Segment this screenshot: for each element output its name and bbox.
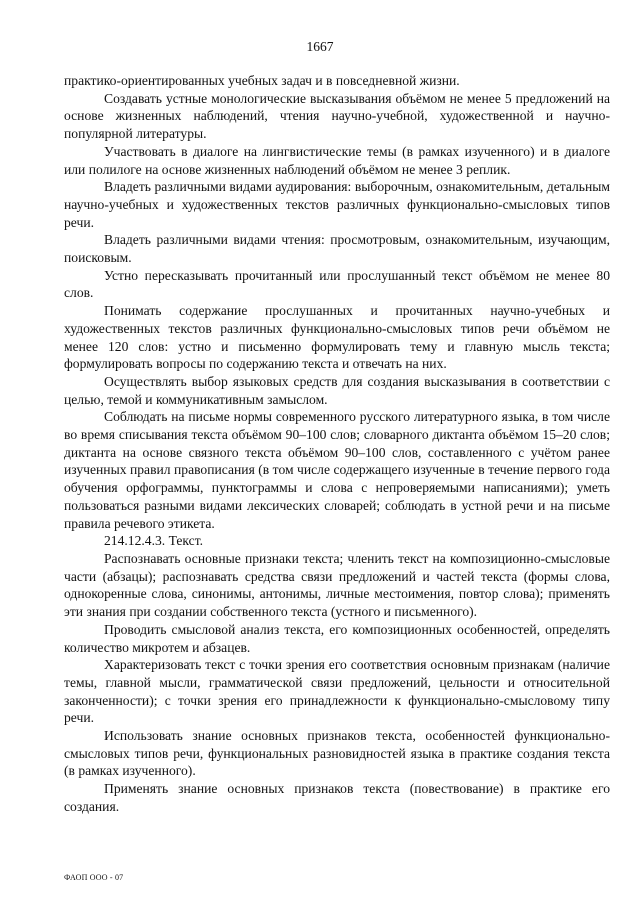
paragraph-characterize-text: Характеризовать текст с точки зрения его соответствия основным признакам (наличие темы, главной мысли, грамматической связи предложений, цельности и относительной законченности); с точки зрения его принадлежности к функционально-смысловому типу речи. bbox=[64, 657, 610, 726]
paragraph-language-means: Осуществлять выбор языковых средств для создания высказывания в соответствии с целью, темой и коммуникативным замыслом. bbox=[64, 373, 610, 407]
paragraph-use-knowledge: Использовать знание основных признаков текста, особенностей функционально-смысловых типов речи, функциональных разновидностей языка в практике создания текста (в рамках изученного). bbox=[64, 728, 610, 779]
paragraph-apply-knowledge: Применять знание основных признаков текста (повествование) в практике его создания. bbox=[64, 781, 610, 814]
paragraph-dialogue: Участвовать в диалоге на лингвистические темы (в рамках изученного) и в диалоге или полилоге на основе жизненных наблюдений объёмом не менее 3 реплик. bbox=[64, 143, 610, 177]
footer-label: ФАОП ООО - 07 bbox=[64, 873, 124, 882]
paragraph-continuation: практико-ориентированных учебных задач и в повседневной жизни. bbox=[64, 73, 460, 88]
paragraph-retelling: Устно пересказывать прочитанный или прослушанный текст объёмом не менее 80 слов. bbox=[64, 267, 610, 301]
paragraph-text-features: Распознавать основные признаки текста; членить текст на композиционно-смысловые части (абзацы); распознавать средства связи предложений и частей текста (формы слова, однокоренные слова, синонимы, антонимы, личные местоимения, повтор слова); применять эти знания при создании собственного текста (устного и письменного). bbox=[64, 550, 610, 620]
section-heading: 214.12.4.3. Текст. bbox=[104, 533, 204, 549]
document-body bbox=[64, 72, 610, 816]
page-number: 1667 bbox=[306, 39, 334, 54]
paragraph-monologue: Создавать устные монологические высказывания объёмом не менее 5 предложений на основе жизненных наблюдений, чтения научно-учебной, художественной и научно-популярной литературы. bbox=[64, 90, 610, 142]
paragraph-listening: Владеть различными видами аудирования: выборочным, ознакомительным, детальным научно-учебных и художественных текстов различных функционально-смысловых типов речи. bbox=[64, 179, 610, 230]
paragraph-writing-norms: Соблюдать на письме нормы современного русского литературного языка, в том числе во время списывания текста объёмом 90–100 слов; словарного диктанта объёмом 15–20 слов; диктанта на основе связного текста объёмом 90–100 слов, составленного с учётом ранее изученных правил правописания (в том числе содержащего изученные в течение первого года обучения орфограммы, пунктограммы и слова с непроверяемыми написаниями); уметь пользоваться разными видами лексических словарей; соблюдать в устной речи и на письме правила речевого этикета. bbox=[64, 409, 610, 531]
paragraph-understanding: Понимать содержание прослушанных и прочитанных научно-учебных и художественных текстов различных функционально-смысловых типов речи объёмом не менее 120 слов: устно и письменно формулировать тему и главную мысль текста; формулировать вопросы по содержанию текста и отвечать на них. bbox=[64, 303, 610, 372]
paragraph-reading: Владеть различными видами чтения: просмотровым, ознакомительным, изучающим, поисковым. bbox=[64, 232, 610, 266]
paragraph-semantic-analysis: Проводить смысловой анализ текста, его композиционных особенностей, определять количество микротем и абзацев. bbox=[64, 621, 610, 655]
